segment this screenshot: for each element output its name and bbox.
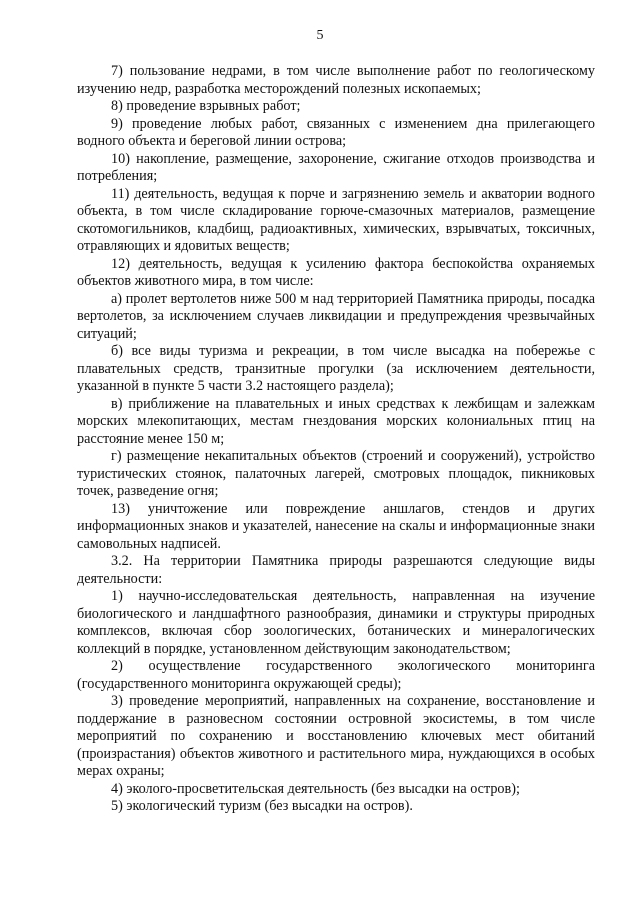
allowed-5-ecotourism: 5) экологический туризм (без высадки на остров). <box>111 798 413 814</box>
paragraph-12-disturbance: 12) деятельность, ведущая к усилению фактора беспокойства охраняемых объектов животного мира, в том числе: <box>77 255 595 289</box>
allowed-3-conservation: 3) проведение мероприятий, направленных на сохранение, восстановление и поддержание в разновесном состоянии островной экосистемы, в том числе мероприятий по сохранению и восстановлению ключевых мест обитаний (произрастания) объектов животного и растительного мира, нуждающихся в особых мерах охраны; <box>77 693 595 779</box>
allowed-4-education: 4) эколого-просветительская деятельность (без высадки на остров); <box>111 780 520 797</box>
allowed-1-research: 1) научно-исследовательская деятельность, направленная на изучение биологического и ландшафтного разнообразия, динамики и структуры природных комплексов, включая сбор зоологических, ботанических и минералогических коллекций в порядке, установленном действующим законодательством; <box>77 588 595 657</box>
document-body <box>77 63 595 816</box>
allowed-2-monitoring: 2) осуществление государственного экологического мониторинга (государственного мониторинга окружающей среды); <box>77 658 595 692</box>
subparagraph-v-approach: в) приближение на плавательных и иных средствах к лежбищам и залежкам морских млекопитающих, местам гнездования морских колониальных птиц на расстояние менее 150 м; <box>77 395 595 447</box>
paragraph-7-subsoil-use: 7) пользование недрами, в том числе выполнение работ по геологическому изучению недр, разработка месторождений полезных ископаемых; <box>77 63 595 97</box>
page-number: 5 <box>316 28 324 43</box>
subparagraph-g-structures: г) размещение некапитальных объектов (строений и сооружений), устройство туристических стоянок, палаточных лагерей, смотровых площадок, пикниковых точек, разведение огня; <box>77 448 595 499</box>
subparagraph-b-tourism: б) все виды туризма и рекреации, в том числе высадка на побережье с плавательных средств, транзитные прогулки (за исключением деятельности, указанной в пункте 5 части 3.2 настоящего раздела); <box>77 343 595 394</box>
paragraph-10-waste: 10) накопление, размещение, захоронение, сжигание отходов производства и потребления; <box>77 150 595 184</box>
paragraph-11-pollution: 11) деятельность, ведущая к порче и загрязнению земель и акватории водного объекта, в том числе складирование горюче-смазочных материалов, размещение скотомогильников, кладбищ, радиоактивных, химических, взрывчатых, токсичных, отравляющих и ядовитых веществ; <box>77 185 595 254</box>
paragraph-13-signs: 13) уничтожение или повреждение аншлагов, стендов и других информационных знаков и указателей, нанесение на скалы и информационные знаки самовольных надписей. <box>77 500 595 552</box>
paragraph-9-seabed-works: 9) проведение любых работ, связанных с изменением дна прилегающего водного объекта и береговой линии острова; <box>77 115 595 149</box>
paragraph-8-blasting: 8) проведение взрывных работ; <box>111 98 301 114</box>
section-3-2-heading: 3.2. На территории Памятника природы разрешаются следующие виды деятельности: <box>77 553 595 587</box>
subparagraph-a-helicopters: а) пролет вертолетов ниже 500 м над территорией Памятника природы, посадка вертолетов, за исключением случаев ликвидации и предупреждения чрезвычайных ситуаций; <box>77 290 595 342</box>
